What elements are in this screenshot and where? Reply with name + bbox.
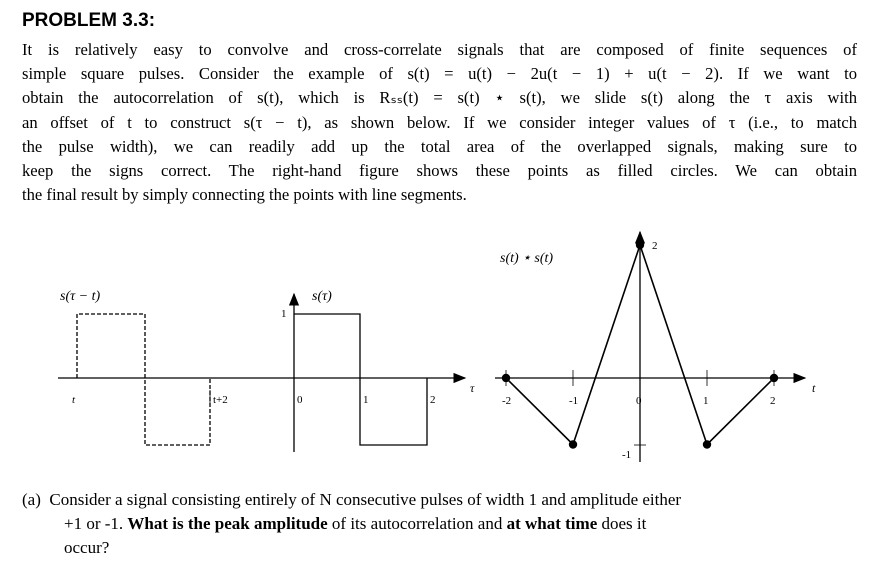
question-line: occur? <box>64 538 110 557</box>
x-tick-label: 1 <box>703 395 709 407</box>
question-text: does it <box>601 514 647 533</box>
question-text: Consider a signal consisting entirely of N consecutive pulses of width 1 and amplitude either <box>49 490 682 509</box>
intro-line: It is relatively easy to convolve and cross-correlate signals that are composed of finite sequences of <box>22 40 857 59</box>
data-point <box>502 374 510 382</box>
tick-label: t+2 <box>213 394 228 406</box>
intro-line: simple square pulses. Consider the example of s(t) = u(t) − 2u(t − 1) + u(t − 2). If we want to <box>22 64 857 84</box>
data-point <box>636 241 644 249</box>
data-point <box>703 440 711 448</box>
x-tick-label: -1 <box>569 395 579 407</box>
tick-label: 1 <box>363 394 369 406</box>
amp-label: 1 <box>281 308 287 320</box>
y-tick-label: 2 <box>652 240 658 252</box>
signal-label: s(τ) <box>312 289 332 304</box>
tau-axis-label: τ <box>470 381 475 395</box>
autocorrelation-chart <box>495 232 816 462</box>
intro-line: keep the signs correct. The right-hand figure shows these points as filled circles. We can obtain <box>22 161 857 181</box>
tick-label: t <box>72 394 76 406</box>
y-tick-label: -1 <box>622 449 632 461</box>
question-text: of its autocorrelation and <box>331 514 503 533</box>
x-tick-label: -2 <box>502 395 512 407</box>
intro-line: an offset of t to construct s(τ − t), as shown below. If we consider integer values of τ (i.e., to match <box>22 112 857 132</box>
t-axis-label: t <box>812 381 816 395</box>
shifted-signal-label: s(τ − t) <box>60 289 101 304</box>
question-text: +1 or -1. <box>64 514 124 533</box>
data-point <box>770 374 778 382</box>
question-line <box>22 488 857 512</box>
question-bold: at what time <box>506 514 598 533</box>
tick-label: 2 <box>430 394 436 406</box>
question-a <box>22 488 857 560</box>
shifted-signal <box>77 314 210 445</box>
problem-title: PROBLEM 3.3: <box>22 10 156 31</box>
question-bold: What is the peak amplitude <box>127 514 328 533</box>
intro-line: the final result by simply connecting the points with line segments. <box>22 185 467 205</box>
intro-line: the pulse width), we can readily add up the total area of the overlapped signals, making sure to <box>22 136 857 156</box>
intro-line: obtain the autocorrelation of s(t), which is Rₛₛ(t) = s(t) ⋆ s(t), we slide s(t) along the τ axis with <box>22 88 857 108</box>
question-line <box>22 512 857 536</box>
signal <box>294 314 427 445</box>
data-point <box>569 440 577 448</box>
x-tick-label: 2 <box>770 395 776 407</box>
x-tick-label: 0 <box>636 395 642 407</box>
tick-label: 0 <box>297 394 303 406</box>
chart-title: s(t) ⋆ s(t) <box>500 251 554 266</box>
question-label: (a) <box>22 490 41 509</box>
